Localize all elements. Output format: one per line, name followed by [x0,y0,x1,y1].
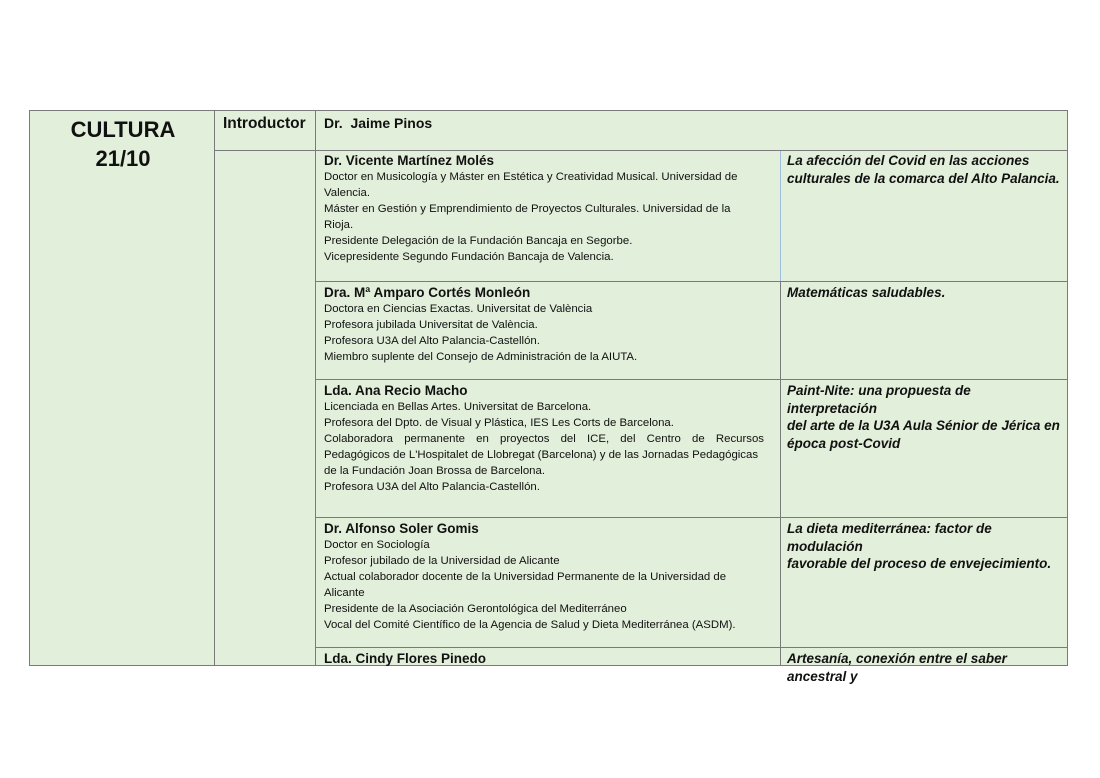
row-divider [315,281,1067,282]
talk-title-line: Paint-Nite: una propuesta de interpretación [787,383,971,416]
speaker-bio-line: Alicante [324,587,365,600]
section-name: CULTURA [70,117,176,142]
speaker-bio-line: Profesora del Dpto. de Visual y Plástica, IES Les Corts de Barcelona. [324,417,674,430]
speaker-bio-line: Colaboradora permanente en proyectos del ICE, del Centro de Recursos [324,433,764,446]
speaker-cell [324,284,764,365]
speaker-name: Dr. Vicente Martínez Molés [324,153,495,168]
talk-title [787,284,1061,302]
talk-title-line: del arte de la U3A Aula Sénior de Jérica en [787,418,1060,434]
speaker-bio-line: de la Fundación Joan Brossa de Barcelona. [324,465,545,478]
speaker-cell [324,152,764,266]
section-date: 21/10 [95,146,151,171]
speaker-bio-line: Pedagógicos de L'Hospitalet de Llobregat (Barcelona) y de las Jornadas Pedagógicas [324,449,759,462]
speaker-bio-line: Profesora U3A del Alto Palancia-Castellón. [324,335,540,348]
speaker-bio-line: Licenciada en Bellas Artes. Universitat de Barcelona. [324,401,592,413]
talk-title [787,152,1061,187]
column-divider [214,111,215,665]
speaker-bio-line: Máster en Gestión y Emprendimiento de Proyectos Culturales. Universidad de la [324,203,731,216]
talk-title-line: época post-Covid [787,435,901,451]
speaker-name: Dra. Mª Amparo Cortés Monleón [324,285,531,300]
speaker-bio-line: Doctor en Musicología y Máster en Estética y Creatividad Musical. Universidad de [324,171,738,183]
speaker-bio-line: Profesora U3A del Alto Palancia-Castellón. [324,481,540,494]
speaker-bio-line: Vicepresidente Segundo Fundación Bancaja de Valencia. [324,251,614,264]
column-divider [780,150,781,281]
row-divider [315,647,1067,648]
talk-title-line: La dieta mediterránea: factor de modulación [787,521,992,554]
speaker-bio-line: Presidente Delegación de la Fundación Bancaja en Segorbe. [324,235,633,248]
speaker-name: Lda. Cindy Flores Pinedo [324,651,487,666]
row-divider [315,379,1067,380]
talk-title-line: Artesanía, conexión entre el saber ancestral y [787,651,1007,684]
speaker-bio-line: Doctora en Ciencias Exactas. Universitat de València [324,303,593,315]
speaker-cell [324,382,764,496]
row-divider [214,150,1067,151]
speaker-bio-line: Valencia. [324,187,371,200]
speaker-name: Dr. Alfonso Soler Gomis [324,521,479,536]
talk-title-line: favorable del proceso de envejecimiento. [787,556,1052,572]
section-title [30,115,216,173]
introductor-label: Introductor [223,115,306,132]
speaker-bio-line: Profesor jubilado de la Universidad de Alicante [324,555,560,568]
speaker-cell [324,650,764,667]
talk-title [787,382,1061,452]
speaker-bio-line: Miembro suplente del Consejo de Administración de la AIUTA. [324,351,638,364]
column-divider [315,111,316,665]
talk-title [787,520,1061,573]
speaker-bio-line: Doctor en Sociología [324,539,430,551]
introductor-name: Dr. Jaime Pinos [324,115,433,131]
row-divider [315,517,1067,518]
program-table [29,110,1068,684]
speaker-bio-line: Presidente de la Asociación Gerontológica del Mediterráneo [324,603,627,616]
talk-title-line: Matemáticas saludables. [787,285,946,300]
speaker-cell [324,520,764,634]
speaker-name: Lda. Ana Recio Macho [324,383,468,398]
speaker-bio-line: Profesora jubilada Universitat de València. [324,319,538,332]
speaker-bio-line: Actual colaborador docente de la Universidad Permanente de la Universidad de [324,571,727,584]
talk-title-line: La afección del Covid en las acciones [787,153,1030,168]
column-divider [780,281,781,665]
talk-title [787,650,1061,685]
talk-title-line: culturales de la comarca del Alto Palancia. [787,170,1060,186]
speaker-bio-line: Vocal del Comité Científico de la Agencia de Salud y Dieta Mediterránea (ASDM). [324,619,736,632]
speaker-bio-line: Rioja. [324,219,354,232]
